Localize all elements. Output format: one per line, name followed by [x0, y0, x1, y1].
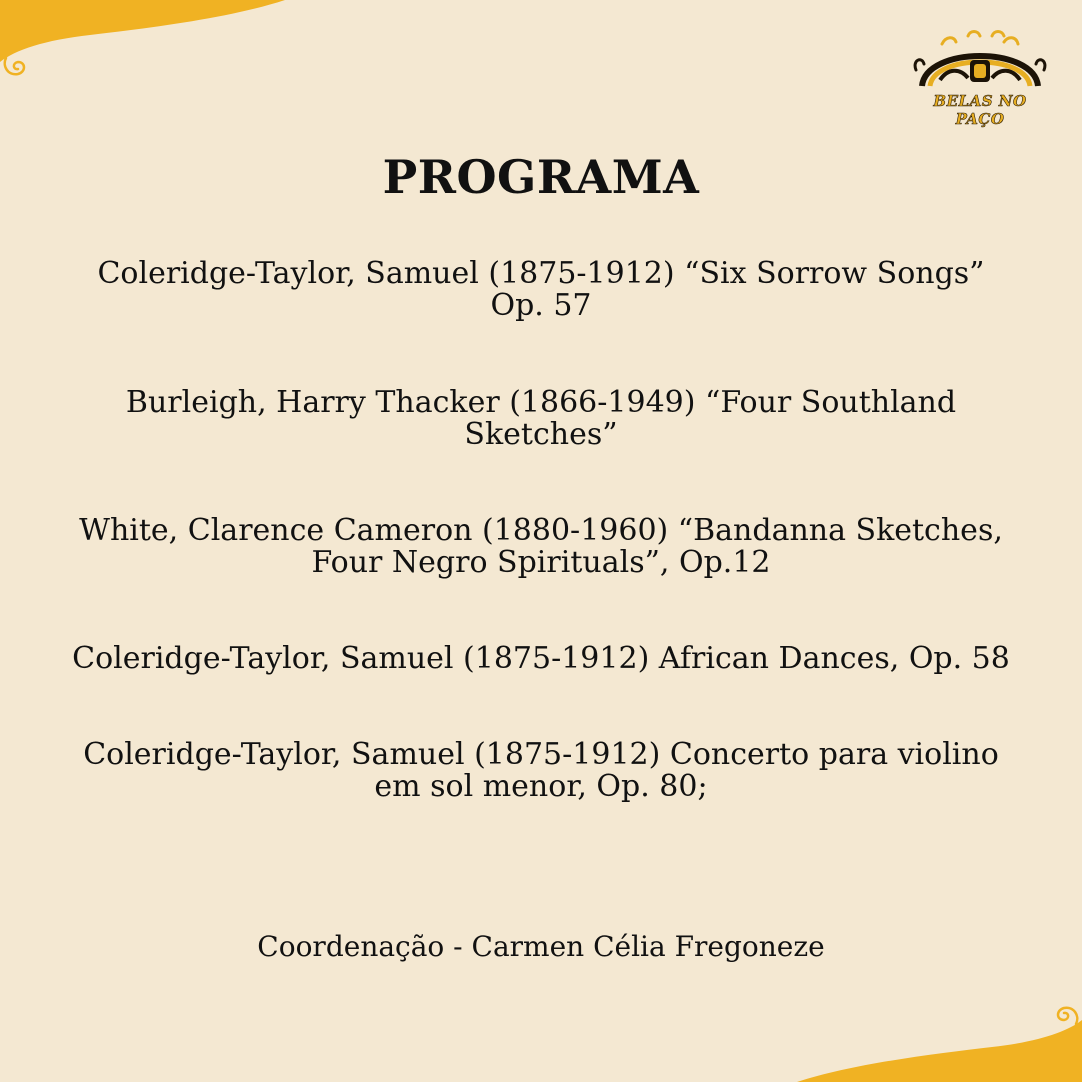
program-item-line-1: Burleigh, Harry Thacker (1866-1949) “Four Southland — [125, 385, 957, 420]
program-item-line-2: em sol menor, Op. 80; — [374, 769, 708, 804]
program-item — [60, 387, 1022, 451]
program-item-line-2: Four Negro Spirituals”, Op.12 — [311, 545, 771, 580]
corner-decoration-top-left — [0, 0, 300, 100]
program-item-line-2: Op. 57 — [490, 288, 592, 323]
program-item-line-1: Coleridge-Taylor, Samuel (1875-1912) “Six Sorrow Songs” — [97, 256, 985, 291]
belas-no-paco-logo — [912, 24, 1048, 128]
program-item — [60, 739, 1022, 803]
program-item — [60, 258, 1022, 322]
corner-decoration-bottom-right — [782, 982, 1082, 1082]
palace-arch-icon — [912, 24, 1048, 96]
program-item-line-1: Coleridge-Taylor, Samuel (1875-1912) African Dances, Op. 58 — [72, 641, 1010, 676]
program-item-line-1: White, Clarence Cameron (1880-1960) “Bandanna Sketches, — [79, 513, 1003, 548]
page-title: PROGRAMA — [382, 150, 700, 204]
logo-wordmark: BELAS NO PAÇO — [933, 92, 1027, 128]
program-item — [30, 643, 1052, 675]
coordination-credit: Coordenação - Carmen Célia Fregoneze — [257, 930, 825, 963]
program-item-line-1: Coleridge-Taylor, Samuel (1875-1912) Concerto para violino — [83, 737, 999, 772]
program-item — [60, 515, 1022, 579]
program-item-line-2: Sketches” — [464, 417, 618, 452]
